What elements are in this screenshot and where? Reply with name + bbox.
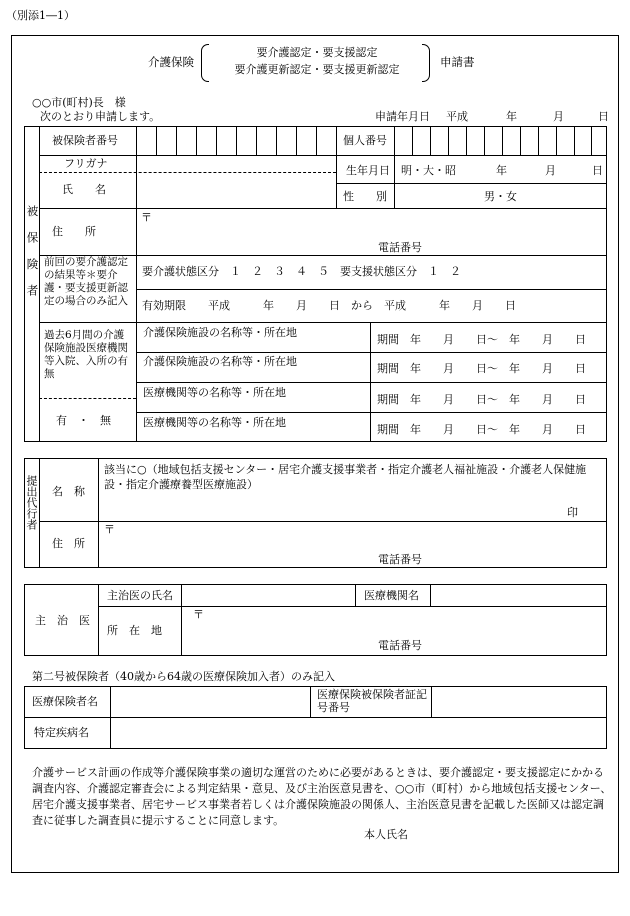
insured-number-cell[interactable]: [156, 126, 157, 155]
facility-name-label: 医療機関等の名称等・所在地: [143, 386, 286, 399]
dob-label: 生年月日: [346, 164, 390, 177]
facility-history-label: 過去6月間の介護保険施設医療機関等入院、入所の有無: [44, 329, 128, 380]
insurer-name-label: 医療保険者名: [32, 695, 98, 708]
doctor-label: 主 治 医: [35, 614, 90, 627]
care-level-options[interactable]: 要介護状態区分 １ ２ ３ ４ ５ 要支援状態区分 １ ２: [142, 265, 461, 278]
submitter-seal: 印: [567, 506, 578, 519]
application-date-day: 日: [598, 110, 609, 123]
validity-period: 有効期限 平成 年 月 日 から 平成 年 月 日: [142, 299, 516, 312]
name-label: 氏 名: [62, 183, 106, 196]
intro-text: 次のとおり申請します。: [40, 110, 161, 123]
personal-number-cell[interactable]: [412, 126, 413, 155]
dob-eras[interactable]: 明・大・昭: [401, 164, 456, 177]
facility-yes-no[interactable]: 有 ・ 無: [56, 414, 111, 427]
application-date-year: 年: [506, 110, 517, 123]
submitter-vertical-label: 提出代行者: [25, 475, 38, 530]
submitter-name-label: 名 称: [52, 485, 85, 498]
title-line-2: 要介護更新認定・要支援更新認定: [234, 63, 400, 76]
sex-label: 性 別: [343, 190, 387, 203]
insured-postal-mark: 〒: [141, 211, 152, 224]
insurance-card-number-label: 医療保険被保険者証記号番号: [317, 688, 427, 714]
title-line-1: 要介護認定・要支援認定: [256, 46, 378, 59]
consent-statement: 介護サービス計画の作成等介護保険事業の適切な運営のために必要があるときは、要介護認定・要支援認定にかかる調査内容、介護認定審査会による判定結果・意見、及び主治医意見書を、○○市（町村）から地域包括支援センター、居宅介護支援事業者、居宅サービス事業者若しくは介護保険施設の関係人、主治医意見書を記載した医師又は認定調査に従事した調査員に提示することに同意します。: [32, 766, 612, 827]
address-label: 住 所: [52, 225, 96, 238]
dob-year: 年: [496, 164, 507, 177]
specified-disease-label: 特定疾病名: [34, 726, 89, 739]
submitter-type-note[interactable]: 該当に○（地域包括支援センター・居宅介護支援事業者・指定介護老人福祉施設・介護老人保健施設・指定介護療養型医療施設）: [104, 463, 587, 491]
doctor-phone-label: 電話番号: [378, 639, 422, 652]
submitter-phone-label: 電話番号: [378, 553, 422, 566]
doctor-name-label: 主治医の氏名: [107, 589, 173, 602]
title-suffix: 申請書: [440, 55, 475, 69]
document-reference: （別添1―1）: [6, 9, 75, 22]
secondary-heading: 第二号被保険者（40歳から64歳の医療保険加入者）のみ記入: [32, 670, 335, 683]
signature-label: 本人氏名: [364, 828, 408, 841]
insured-phone-label: 電話番号: [378, 241, 422, 254]
insured-number-label: 被保険者番号: [52, 134, 118, 147]
insured-vertical-label: 被保険者: [25, 205, 40, 311]
sex-value[interactable]: 男・女: [484, 190, 517, 203]
facility-name-label: 介護保険施設の名称等・所在地: [143, 326, 297, 339]
personal-number-label: 個人番号: [343, 134, 387, 147]
doctor-postal-mark: 〒: [193, 608, 204, 621]
doctor-institution-label: 医療機関名: [364, 589, 419, 602]
submitter-address-label: 住 所: [52, 537, 85, 550]
title-prefix: 介護保険: [148, 55, 194, 69]
submitter-postal-mark: 〒: [104, 523, 115, 536]
title-left-bracket: [201, 44, 209, 82]
facility-period: 期間 年 月 日〜 年 月 日: [377, 393, 586, 406]
dob-day: 日: [592, 164, 603, 177]
application-date-month: 月: [553, 110, 564, 123]
facility-period: 期間 年 月 日〜 年 月 日: [377, 423, 586, 436]
facility-name-label: 介護保険施設の名称等・所在地: [143, 355, 297, 368]
facility-name-label: 医療機関等の名称等・所在地: [143, 416, 286, 429]
addressee: ○○市(町村)長 様: [32, 96, 126, 109]
dob-month: 月: [545, 164, 556, 177]
doctor-location-label: 所 在 地: [107, 624, 162, 637]
application-date-era: 平成: [446, 110, 468, 123]
facility-period: 期間 年 月 日〜 年 月 日: [377, 333, 586, 346]
application-date-label: 申請年月日: [375, 110, 430, 123]
facility-period: 期間 年 月 日〜 年 月 日: [377, 362, 586, 375]
furigana-label: フリガナ: [64, 157, 108, 170]
title-right-bracket: [422, 44, 430, 82]
previous-result-label: 前回の要介護認定の結果等＊要介護・要支援更新認定の場合のみ記入: [44, 256, 128, 307]
